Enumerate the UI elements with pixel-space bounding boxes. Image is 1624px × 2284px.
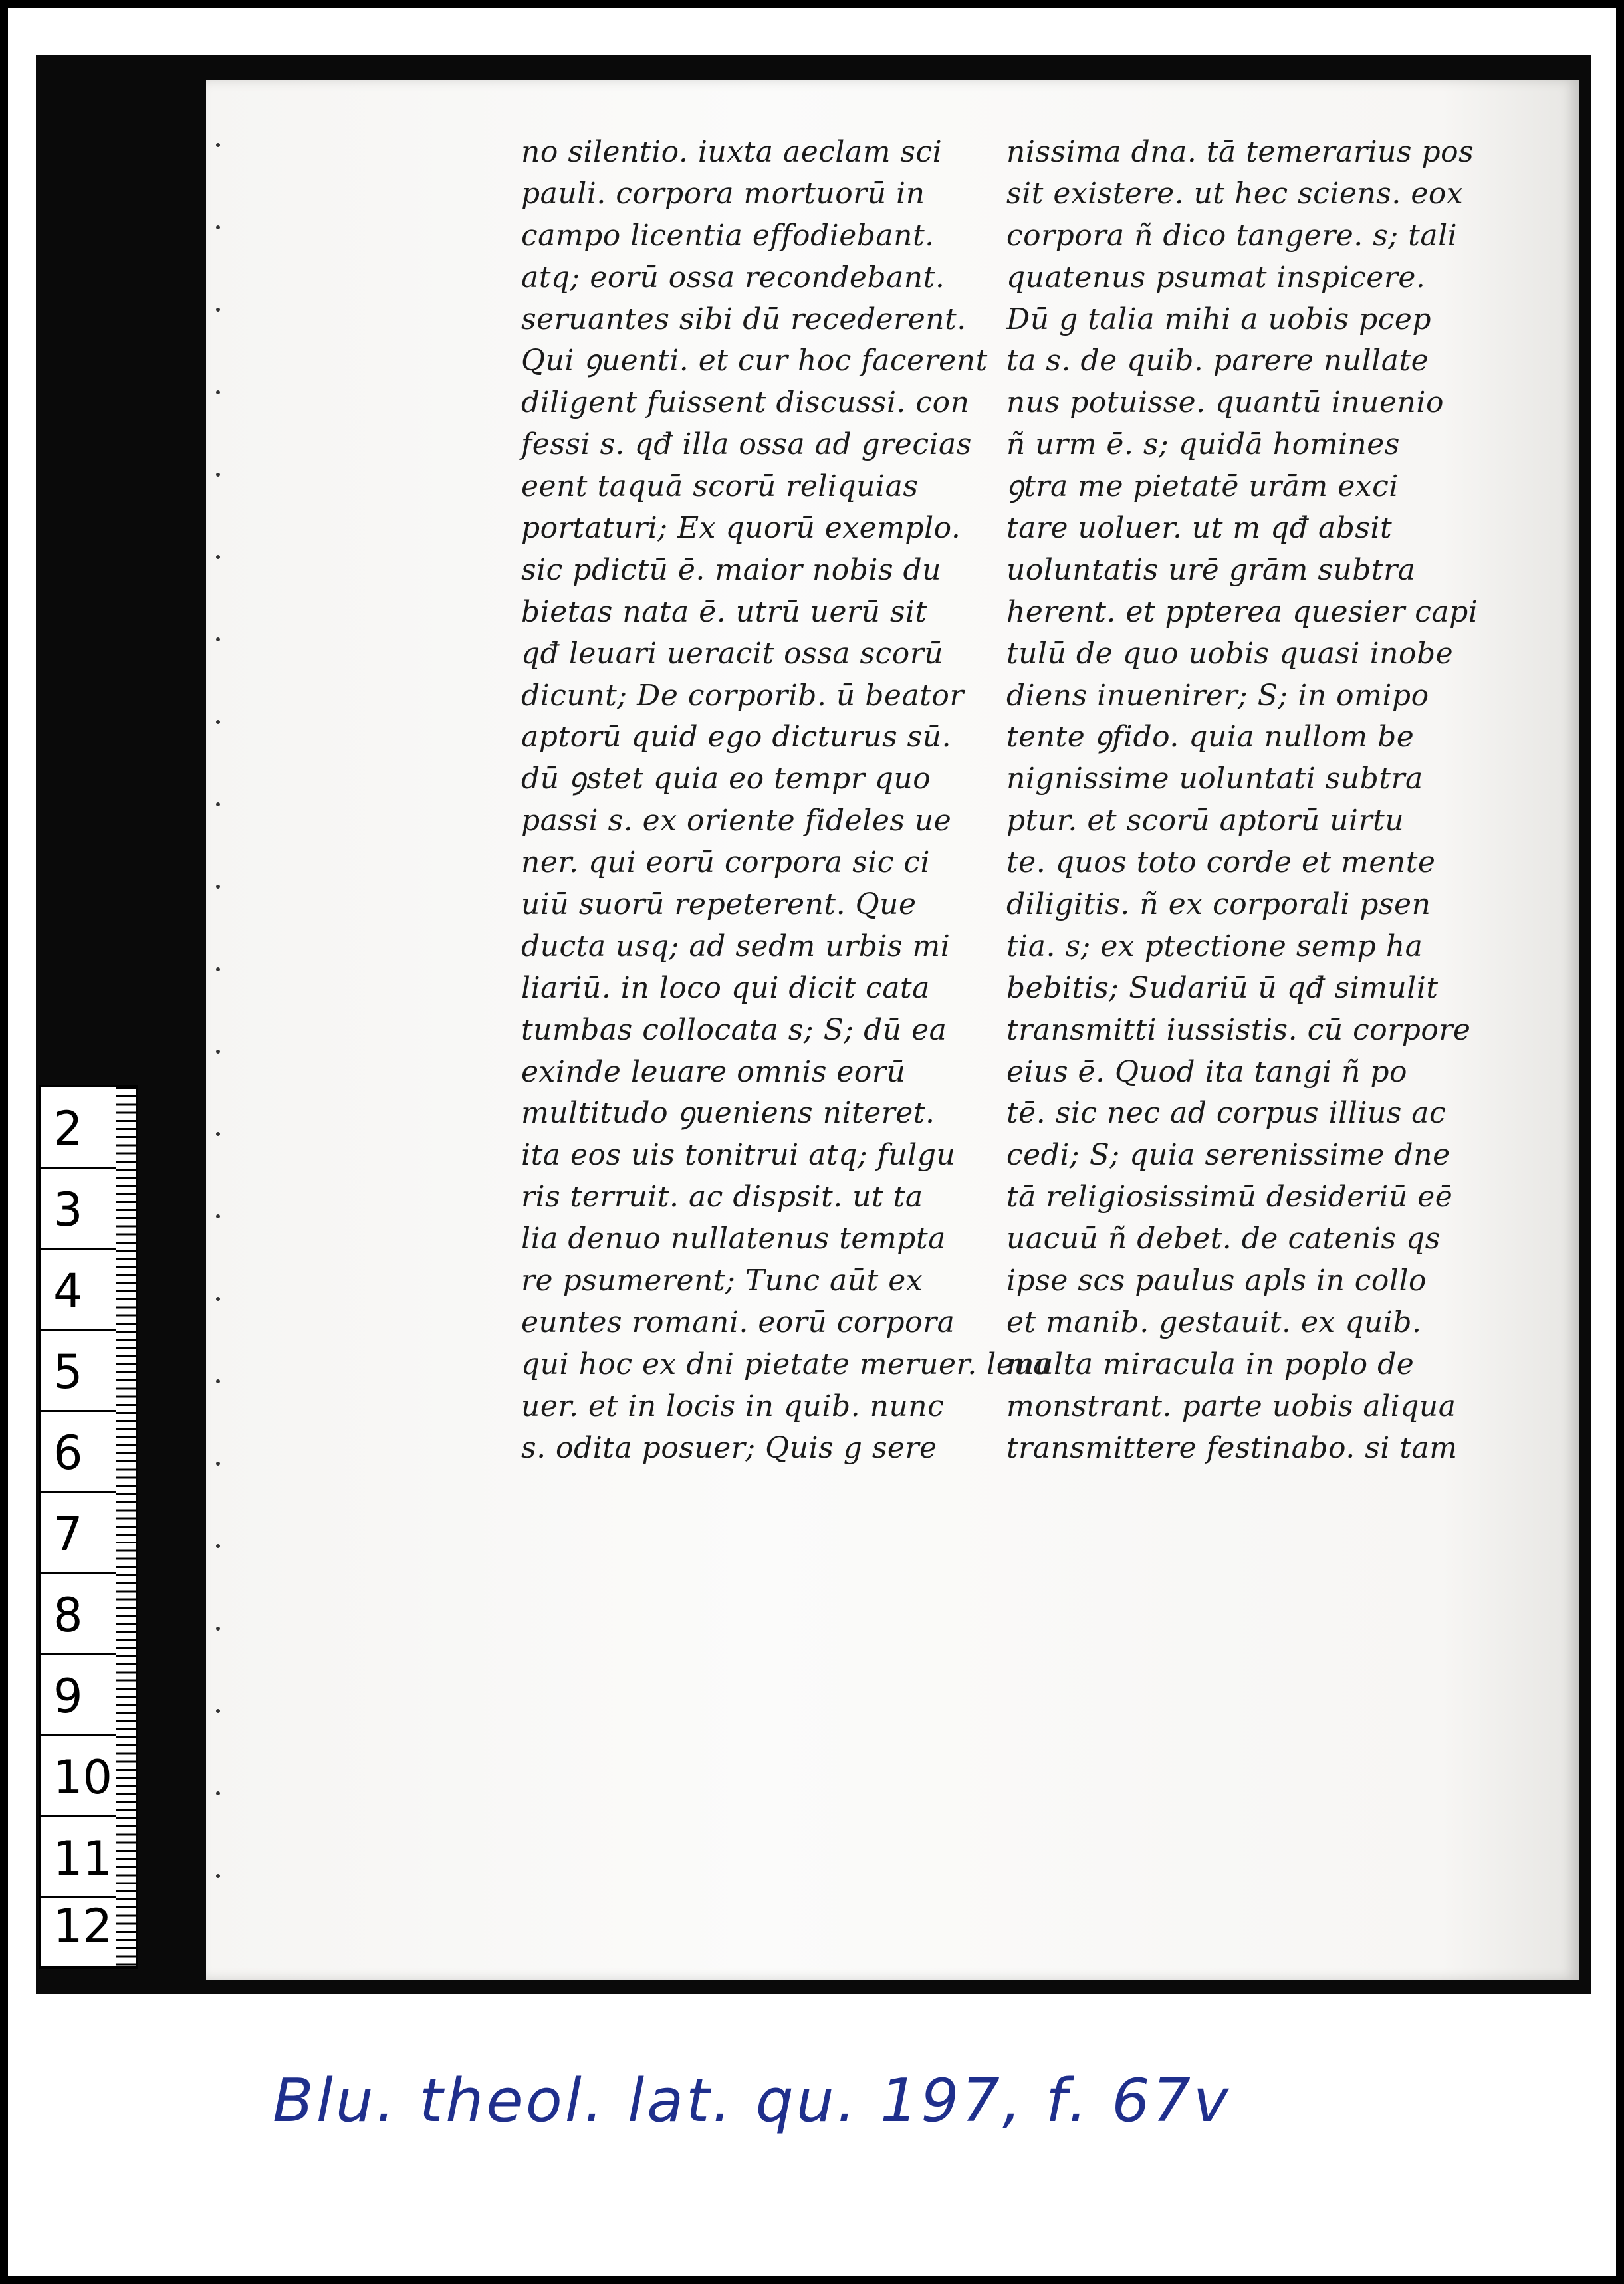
right-line: tē. sic nec ad corpus illius ac: [1006, 1096, 1447, 1131]
pricking-mark: [216, 1297, 220, 1301]
right-line: tia. s; ex ptectione semp ha: [1006, 929, 1423, 963]
left-line: ducta usq; ad sedm urbis mi: [521, 929, 951, 963]
right-line: Dū g talia mihi a uobis pcep: [1006, 302, 1432, 336]
left-line: diligent fuissent discussi. con: [521, 386, 970, 420]
right-line: transmitti iussistis. cū corpore: [1006, 1012, 1471, 1047]
left-line: multitudo ꝯueniens niteret.: [521, 1096, 935, 1131]
pricking-mark: [216, 1462, 220, 1466]
ruler-label: 6: [53, 1426, 83, 1480]
ruler-segment: [41, 1493, 116, 1574]
shelfmark-caption: Blu. theol. lat. qu. 197, f. 67v: [273, 2066, 1232, 2136]
right-line: quatenus psumat inspicere.: [1006, 260, 1426, 294]
left-line: qui hoc ex dni pietate meruer. leua: [521, 1347, 1051, 1381]
left-line: uer. et in locis in quib. nunc: [521, 1389, 945, 1423]
left-line: re psumerent; Tunc aūt ex: [521, 1264, 923, 1298]
right-line: herent. et ppterea quesier capi: [1006, 594, 1478, 629]
left-line: atq; eorū ossa recondebant.: [521, 260, 945, 294]
right-line: tulū de quo uobis quasi inobe: [1006, 636, 1454, 671]
ruler-label: 3: [53, 1183, 83, 1237]
ruler-ticks: [116, 1087, 138, 1966]
left-line: eent taquā scorū reliquias: [521, 469, 919, 504]
right-line: multa miracula in poplo de: [1006, 1347, 1415, 1381]
ruler-segment: [41, 1087, 116, 1169]
left-line: tumbas collocata s; S; dū ea: [521, 1012, 947, 1047]
left-line: Qui ꝯuenti. et cur hoc facerent: [521, 344, 988, 378]
pricking-mark: [216, 637, 220, 641]
left-line: dicunt; De corporib. ū beator: [521, 678, 964, 713]
pricking-mark: [216, 1627, 220, 1631]
right-line: corpora ñ dico tangere. s; tali: [1006, 218, 1458, 253]
right-line: eius ē. Quod ita tangi ñ po: [1006, 1054, 1408, 1089]
left-line: exinde leuare omnis eorū: [521, 1054, 906, 1089]
right-line: diligitis. ñ ex corporali psen: [1006, 887, 1431, 922]
left-line: fessi s. qđ illa ossa ad grecias: [521, 427, 972, 462]
pricking-mark: [216, 390, 220, 394]
pricking-mark: [216, 1544, 220, 1548]
pricking-mark: [216, 720, 220, 724]
left-column: [521, 132, 1051, 1470]
pricking-mark: [216, 885, 220, 889]
left-line: pauli. corpora mortuorū in: [521, 176, 925, 211]
left-line: portaturi; Ex quorū exemplo.: [521, 511, 961, 546]
left-line: aptorū quid ego dicturus sū.: [521, 720, 952, 754]
left-line: ita eos uis tonitrui atq; fulgu: [521, 1138, 956, 1173]
right-line: te. quos toto corde et mente: [1006, 846, 1436, 880]
ruler-label: 7: [53, 1507, 83, 1561]
ruler-segment: [41, 1574, 116, 1655]
right-line: nignissime uoluntati subtra: [1006, 762, 1423, 796]
pricking-mark: [216, 1132, 220, 1136]
right-line: ñ urm ē. s; quidā homines: [1006, 427, 1400, 462]
right-line: ꝯtra me pietatē urām exci: [1006, 469, 1399, 504]
right-line: diens inuenirer; S; in omipo: [1006, 678, 1429, 713]
left-line: no silentio. iuxta aeclam sci: [521, 135, 943, 169]
right-column: [1006, 132, 1478, 1470]
pricking-mark: [216, 1050, 220, 1054]
left-line: sic pdictū ē. maior nobis du: [521, 552, 942, 587]
left-line: passi s. ex oriente fideles ue: [521, 804, 952, 838]
right-line: uacuū ñ debet. de catenis qs: [1006, 1222, 1441, 1256]
ruler-segment: [41, 1331, 116, 1412]
right-line: cedi; S; quia serenissime dne: [1006, 1138, 1450, 1173]
pricking-mark: [216, 308, 220, 312]
ruler-segment: [41, 1736, 116, 1817]
ruler-label: 10: [53, 1750, 113, 1805]
pricking-mark: [216, 555, 220, 559]
left-line: s. odita posuer; Quis g sere: [521, 1430, 937, 1465]
measurement-ruler: [39, 1085, 138, 1969]
right-line: transmittere festinabo. si tam: [1006, 1430, 1458, 1465]
ruler-label: 8: [53, 1588, 83, 1643]
right-line: tare uoluer. ut m qđ absit: [1006, 511, 1393, 546]
pricking-mark: [216, 1379, 220, 1383]
left-line: liariū. in loco qui dicit cata: [521, 971, 930, 1005]
pricking-mark: [216, 1709, 220, 1713]
pricking-mark: [216, 225, 220, 229]
left-line: seruantes sibi dū recederent.: [521, 302, 967, 336]
ruler-label: 11: [53, 1831, 113, 1886]
manuscript-folio: [206, 80, 1579, 1980]
left-line: ris terruit. ac dispsit. ut ta: [521, 1180, 923, 1214]
pricking-mark: [216, 1791, 220, 1795]
pricking-mark: [216, 473, 220, 477]
right-line: ipse scs paulus apls in collo: [1006, 1264, 1427, 1298]
ruler-label: 12: [53, 1899, 113, 1954]
right-line: monstrant. parte uobis aliqua: [1006, 1389, 1456, 1423]
right-line: ta s. de quib. parere nullate: [1006, 344, 1429, 378]
pricking-mark: [216, 802, 220, 806]
right-line: nissima dna. tā temerarius pos: [1006, 135, 1474, 169]
pricking-mark: [216, 1214, 220, 1218]
left-line: qđ leuari ueracit ossa scorū: [521, 636, 944, 671]
left-line: euntes romani. eorū corpora: [521, 1305, 955, 1339]
left-line: ner. qui eorū corpora sic ci: [521, 846, 931, 880]
right-line: sit existere. ut hec sciens. eox: [1006, 176, 1464, 211]
pricking-mark: [216, 143, 220, 147]
ruler-label: 9: [53, 1669, 83, 1724]
right-line: tente ꝯfido. quia nullom be: [1006, 720, 1415, 754]
ruler-segment: [41, 1169, 116, 1250]
right-line: bebitis; Sudariū ū qđ simulit: [1006, 971, 1439, 1005]
left-line: uiū suorū repeterent. Que: [521, 887, 917, 922]
left-line: bietas nata ē. utrū uerū sit: [521, 594, 927, 629]
pricking-mark: [216, 1874, 220, 1878]
ruler-label: 2: [53, 1101, 83, 1156]
pricking-mark: [216, 967, 220, 971]
right-line: tā religiosissimū desideriū eē: [1006, 1180, 1453, 1214]
left-line: lia denuo nullatenus tempta: [521, 1222, 946, 1256]
ruler-segment: [41, 1655, 116, 1736]
right-line: nus potuisse. quantū inuenio: [1006, 386, 1444, 420]
ruler-label: 5: [53, 1345, 83, 1399]
right-line: ptur. et scorū aptorū uirtu: [1006, 804, 1405, 838]
left-line: dū ꝯstet quia eo tempr quo: [521, 762, 931, 796]
ruler-segment: [41, 1250, 116, 1331]
right-line: uoluntatis urē grām subtra: [1006, 552, 1416, 587]
right-line: et manib. gestauit. ex quib.: [1006, 1305, 1422, 1339]
ruler-segment: [41, 1885, 116, 1966]
left-line: campo licentia effodiebant.: [521, 218, 935, 253]
ruler-segment: [41, 1412, 116, 1493]
ruler-label: 4: [53, 1264, 83, 1318]
